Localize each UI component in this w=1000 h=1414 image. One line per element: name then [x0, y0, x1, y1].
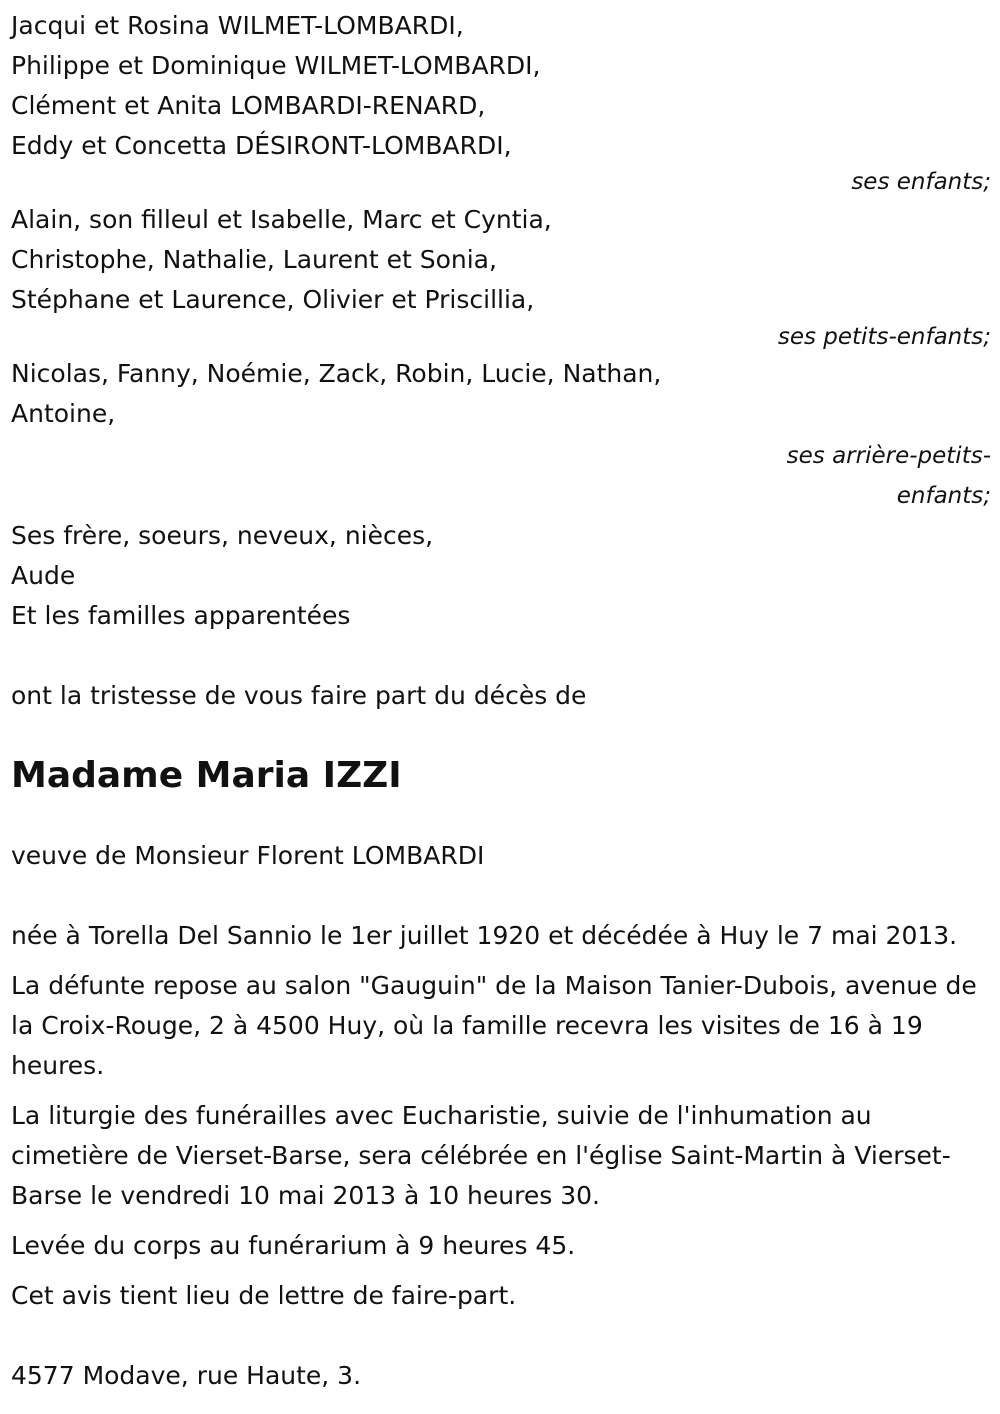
address: 4577 Modave, rue Haute, 3.: [11, 1361, 362, 1390]
birth-death-paragraph: née à Torella Del Sannio le 1er juillet 1920 et décédée à Huy le 7 mai 2013.: [11, 921, 958, 950]
grandchildren-line: Alain, son filleul et Isabelle, Marc et Cyntia,: [11, 205, 552, 234]
deceased-name: Madame Maria IZZI: [11, 755, 402, 796]
great-grandchildren-role: ses arrière-petits-: [786, 443, 991, 469]
others-line: Ses frère, soeurs, neveux, nièces,: [11, 521, 434, 550]
others-block: [11, 516, 991, 636]
great-grandchildren-block: [11, 354, 991, 516]
great-grandchildren-line: Antoine,: [11, 399, 116, 428]
others-line: Et les familles apparentées: [11, 601, 351, 630]
children-block: [11, 6, 991, 202]
others-line: Aude: [11, 561, 76, 590]
obituary-notice: [11, 6, 991, 1396]
great-grandchildren-role: enfants;: [896, 483, 991, 509]
widow-of: veuve de Monsieur Florent LOMBARDI: [11, 841, 485, 870]
announcement: ont la tristesse de vous faire part du décès de: [11, 681, 587, 710]
children-line: Philippe et Dominique WILMET-LOMBARDI,: [11, 51, 541, 80]
notice-paragraph: Cet avis tient lieu de lettre de faire-part.: [11, 1281, 517, 1310]
grandchildren-role: ses petits-enfants;: [777, 324, 991, 350]
grandchildren-block: [11, 200, 991, 357]
great-grandchildren-line: Nicolas, Fanny, Noémie, Zack, Robin, Lucie, Nathan,: [11, 359, 662, 388]
children-line: Jacqui et Rosina WILMET-LOMBARDI,: [11, 11, 464, 40]
children-line: Clément et Anita LOMBARDI-RENARD,: [11, 91, 486, 120]
grandchildren-line: Christophe, Nathalie, Laurent et Sonia,: [11, 245, 497, 274]
children-line: Eddy et Concetta DÉSIRONT-LOMBARDI,: [11, 131, 512, 160]
departure-paragraph: Levée du corps au funérarium à 9 heures 45.: [11, 1231, 576, 1260]
funeral-paragraph: La liturgie des funérailles avec Eucharistie, suivie de l'inhumation au cimetière de Vierset-Barse, sera célébrée en l'église Saint-Martin à Vierset-Barse le vendredi 10 mai 2013 à 10 heures 30.: [11, 1101, 951, 1210]
children-role: ses enfants;: [851, 169, 991, 195]
grandchildren-line: Stéphane et Laurence, Olivier et Priscillia,: [11, 285, 535, 314]
viewing-paragraph: La défunte repose au salon "Gauguin" de la Maison Tanier-Dubois, avenue de la Croix-Rouge, 2 à 4500 Huy, où la famille recevra les visites de 16 à 19 heures.: [11, 971, 977, 1080]
